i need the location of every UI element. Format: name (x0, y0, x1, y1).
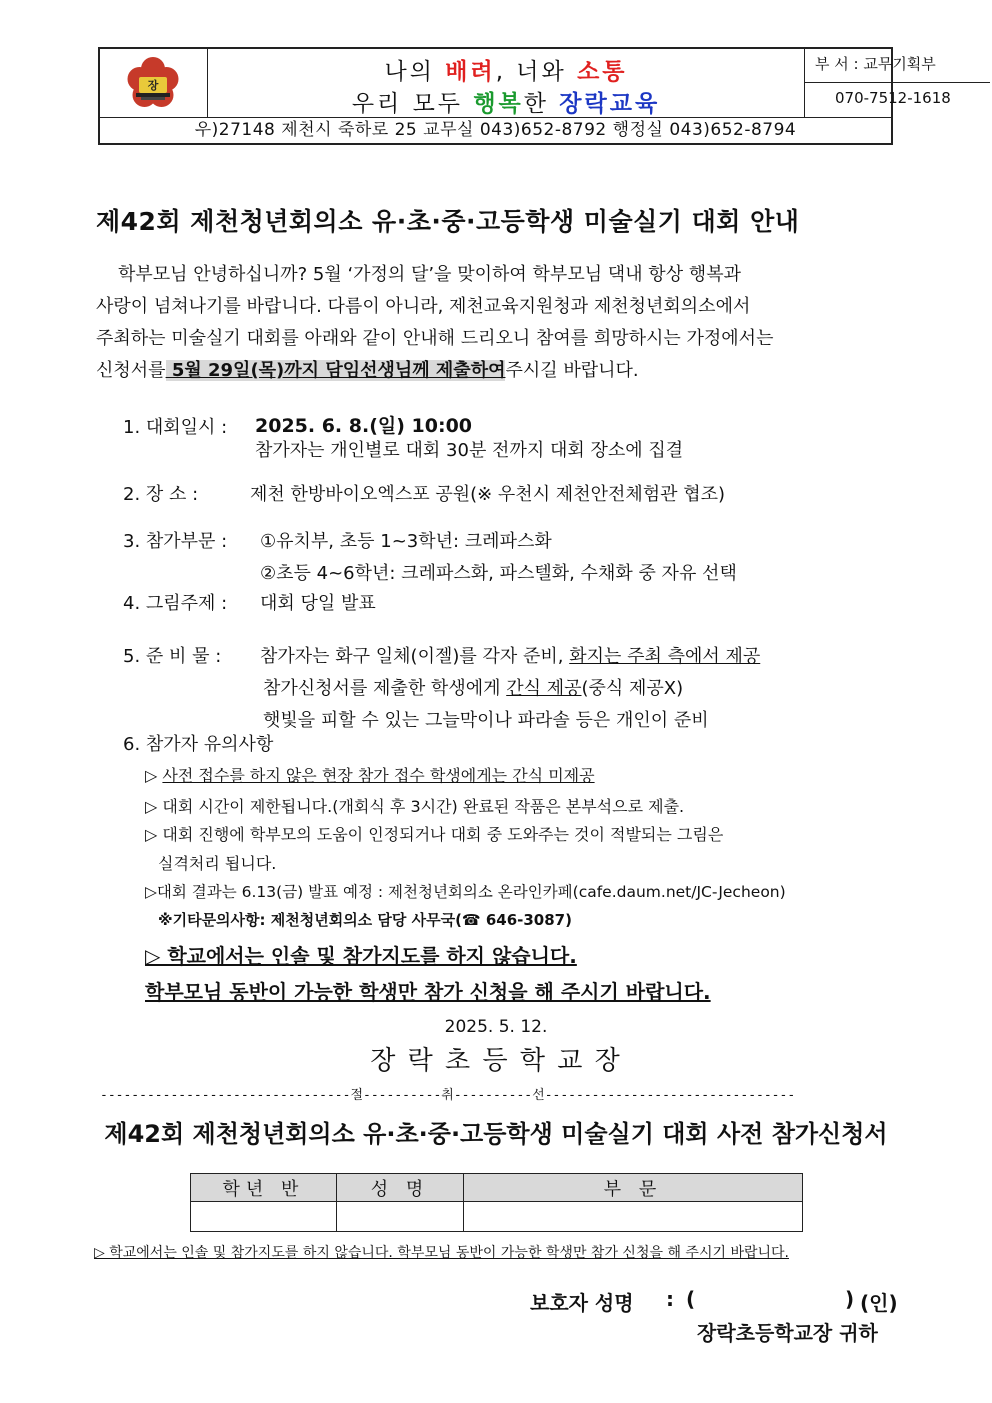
notes-label: 6. 참가자 유의사항 (123, 734, 274, 755)
division-label: 3. 참가부문 : (123, 531, 228, 552)
contact-box (805, 49, 951, 117)
date-label: 1. 대회일시 : (123, 417, 228, 438)
cut-char-2: 취 (441, 1088, 454, 1103)
guardian-name-field[interactable] (700, 1287, 840, 1311)
note-5: ※기타문의사항: 제천청년회의소 담당 사무국(☎ 646-3087) (158, 911, 572, 929)
col-grade-header: 학년 반 (191, 1174, 337, 1202)
place-value: 제천 한방바이오엑스포 공원(※ 우천시 제천안전체험관 협조) (250, 484, 726, 505)
table-row (191, 1202, 803, 1232)
cut-dash-mid1: ---------- (363, 1088, 442, 1103)
prep-line-2-post: (중식 제공X) (581, 678, 684, 699)
submission-deadline: 5월 29일(목)까지 담임선생님께 제출하여 (165, 360, 506, 381)
sl2-segment-3: 장락교육 (559, 91, 661, 117)
col-name-header: 성 명 (337, 1174, 464, 1202)
prep-line-2-underline: 간식 제공 (506, 678, 582, 699)
note-4: ▷대회 결과는 6.13(금) 발표 예정 : 제천청년회의소 온라인카페(cafe.daum.net/JC-Jecheon) (145, 883, 786, 901)
col-division-header: 부 문 (464, 1174, 803, 1202)
cut-dash-left: -------------------------------- (100, 1088, 351, 1103)
intro-line-4-post: 주시길 바랍니다. (505, 360, 639, 381)
sl1-segment-0: 나의 (384, 59, 446, 85)
grade-input-cell[interactable] (191, 1202, 337, 1232)
prep-line-1-underline: 화지는 주최 측에서 제공 (569, 646, 761, 667)
sl2-segment-0: 우리 모두 (351, 91, 474, 117)
prep-line-3: 햇빛을 피할 수 있는 그늘막이나 파라솔 등은 개인이 준비 (263, 710, 709, 731)
sl1-segment-1: 배려 (445, 59, 496, 85)
intro-line-1: 학부모님 안녕하십니까? 5월 ‘가정의 달’을 맞이하여 학부모님 댁내 항상 행복과 (118, 264, 741, 285)
intro-line-4-pre: 신청서를 (96, 360, 166, 381)
notice-line-1: ▷ 학교에서는 인솔 및 참가지도를 하지 않습니다. (145, 944, 577, 968)
principal-signature: 장 락 초 등 학 교 장 (370, 1046, 622, 1076)
intro-line-3: 주최하는 미술실기 대회를 아래와 같이 안내해 드리오니 참여를 희망하시는 가정에서는 (96, 328, 774, 349)
note-1-mark: ▷ (145, 766, 158, 785)
name-input-cell[interactable] (337, 1202, 464, 1232)
prep-line-2-text: 참가신청서를 제출한 학생에게 (263, 678, 507, 699)
slogan (208, 49, 805, 117)
logo-text: 장 (147, 79, 159, 92)
department: 부 서 : 교무기획부 (815, 55, 936, 73)
school-address: 우)27148 제천시 죽하로 25 교무실 043)652-8792 행정실 043)652-8794 (100, 117, 891, 143)
division-1: ①유치부, 초등 1~3학년: 크레파스화 (260, 531, 552, 552)
cut-char-1: 절 (350, 1088, 364, 1103)
page-title: 제42회 제천청년회의소 유·초·중·고등학생 미술실기 대회 안내 (96, 207, 800, 236)
cut-line (100, 1084, 895, 1103)
school-emblem-icon (100, 49, 206, 117)
intro-line-2: 사랑이 넘쳐나기를 바랍니다. 다름이 아니라, 제천교육지원청과 제천청년회의소에서 (96, 296, 751, 317)
slogan-line-1 (208, 53, 804, 86)
place-label: 2. 장 소 : (123, 484, 199, 505)
seal-mark: (인) (860, 1291, 898, 1315)
application-table (190, 1173, 803, 1232)
prep-label: 5. 준 비 물 : (123, 646, 222, 667)
intro-line-4 (96, 355, 639, 387)
guardian-colon: : (666, 1287, 674, 1311)
sl2-segment-2: 한 (523, 91, 560, 117)
date-note: 참가자는 개인별로 대회 30분 전까지 대회 장소에 집결 (255, 440, 684, 461)
guardian-label: 보호자 성명 (530, 1291, 634, 1315)
school-logo (100, 49, 208, 117)
sl1-segment-3: 소통 (577, 59, 628, 85)
guardian-close-paren: ) (845, 1287, 855, 1311)
division-2: ②초등 4~6학년: 크레파스화, 파스텔화, 수채화 중 자유 선택 (260, 563, 737, 584)
issue-date: 2025. 5. 12. (444, 1017, 548, 1037)
table-header-row (191, 1174, 803, 1202)
note-3b: 실격처리 됩니다. (158, 854, 277, 873)
contact-divider (805, 82, 990, 83)
theme-value: 대회 당일 발표 (260, 593, 376, 614)
guardian-open-paren: ( (686, 1287, 696, 1311)
cut-char-3: 선 (532, 1088, 545, 1103)
letterhead (98, 47, 951, 145)
prep-line-1-text: 참가자는 화구 일체(이젤)를 각자 준비, (260, 646, 570, 667)
note-1 (145, 763, 595, 786)
addressee: 장락초등학교장 귀하 (697, 1321, 878, 1345)
phone-number: 070-7512-1618 (835, 89, 951, 107)
theme-label: 4. 그림주제 : (123, 593, 228, 614)
sl2-segment-1: 행복 (473, 91, 524, 117)
note-2: ▷ 대회 시간이 제한됩니다.(개회식 후 3시간) 완료된 작품은 본부석으로 제출. (145, 797, 685, 816)
prep-line-2 (263, 674, 683, 700)
note-3a: ▷ 대회 진행에 학부모의 도움이 인정되거나 대회 중 도와주는 것이 적발되는 그림은 (145, 825, 724, 844)
notice-line-2: 학부모님 동반이 가능한 학생만 참가 신청을 해 주시기 바랍니다. (145, 980, 711, 1004)
cut-dash-right: -------------------------------- (544, 1088, 796, 1103)
date-value: 2025. 6. 8.(일) 10:00 (255, 415, 473, 437)
form-footer-note: ▷ 학교에서는 인솔 및 참가지도를 하지 않습니다. 학부모님 동반이 가능한 학생만 참가 신청을 해 주시기 바랍니다. (94, 1245, 789, 1261)
cut-dash-mid2: ---------- (453, 1088, 533, 1103)
note-1-text: 사전 접수를 하지 않은 현장 참가 접수 학생에게는 간식 미제공 (162, 766, 595, 785)
slogan-line-2 (208, 85, 804, 118)
form-title: 제42회 제천청년회의소 유·초·중·고등학생 미술실기 대회 사전 참가신청서 (104, 1120, 888, 1148)
prep-line-1 (260, 642, 760, 668)
sl1-segment-2: , 너와 (495, 59, 578, 85)
division-input-cell[interactable] (464, 1202, 803, 1232)
